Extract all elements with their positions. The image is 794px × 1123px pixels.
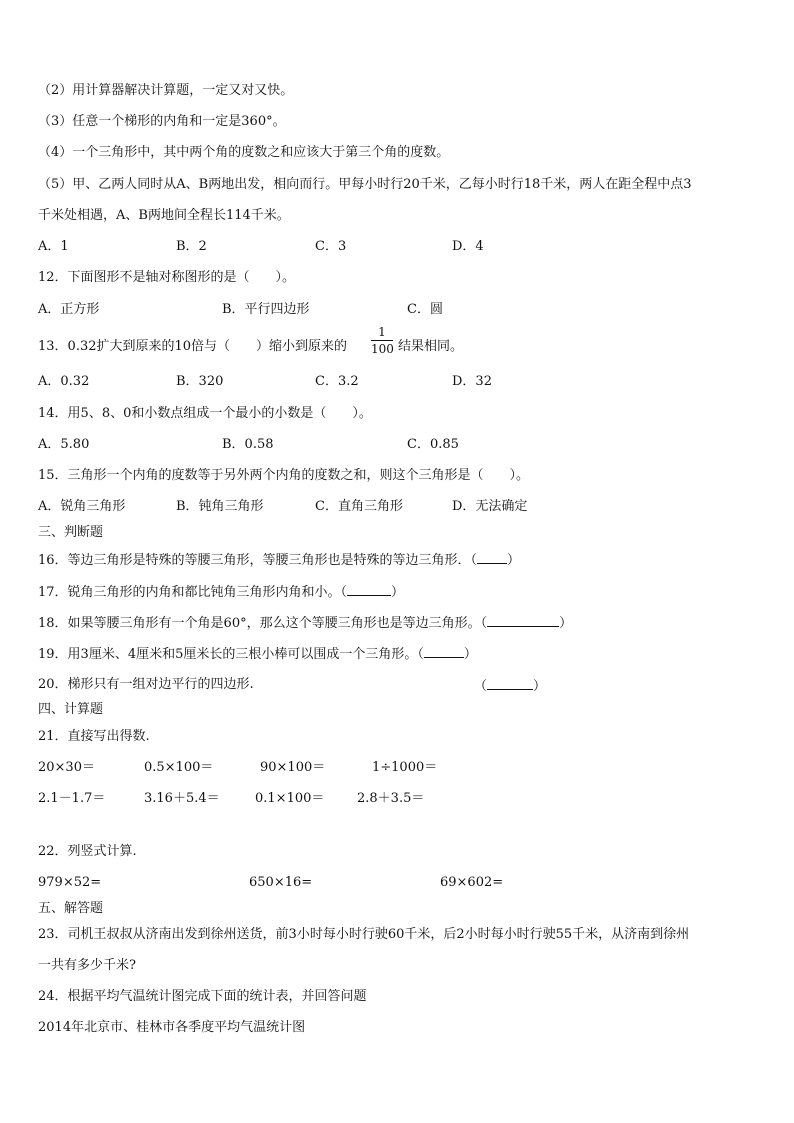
q17-stem: 17．锐角三角形的内角和都比钝角三角形内角和小。（	[38, 585, 348, 600]
q12-option-b: B．平行四边形	[222, 302, 310, 317]
q15-option-a: A．锐角三角形	[38, 499, 126, 514]
q14-option-a: A．5.80	[38, 437, 90, 452]
q14-option-b: B．0.58	[222, 437, 274, 452]
q21-item-1: 20×30＝	[38, 760, 95, 775]
q19-answer-blank[interactable]	[424, 645, 464, 658]
q21-item-7: 0.1×100＝	[255, 791, 325, 806]
q18-line	[38, 614, 768, 632]
q11-option-a: A．1	[38, 239, 69, 254]
q13-fraction	[371, 325, 393, 356]
q21-item-5: 2.1－1.7＝	[38, 791, 106, 806]
section-5-heading: 五、解答题	[38, 901, 104, 916]
q21-item-4: 1÷1000＝	[372, 760, 438, 775]
q13-option-a: A．0.32	[38, 374, 90, 389]
q13-fraction-denominator: 100	[371, 342, 394, 356]
q23-line2: 一共有多少千米?	[38, 958, 136, 973]
q20-answer	[474, 677, 546, 695]
q20-stem: 20．梯形只有一组对边平行的四边形.	[38, 677, 254, 692]
q19-stem: 19．用3厘米、4厘米和5厘米长的三根小棒可以围成一个三角形。（	[38, 647, 424, 662]
q21-item-6: 3.16＋5.4＝	[144, 791, 220, 806]
q11-option-c: C．3	[315, 239, 347, 254]
q13-option-b: B．320	[176, 374, 224, 389]
q14-stem: 14．用5、8、0和小数点组成一个最小的小数是（ ）。	[38, 406, 372, 421]
q13-fraction-bar	[371, 340, 393, 341]
q24-chart-caption: 2014年北京市、桂林市各季度平均气温统计图	[38, 1020, 306, 1035]
q15-option-c: C．直角三角形	[315, 499, 403, 514]
q13-stem-part2: 结果相同。	[398, 339, 464, 354]
q22-item-2: 650×16=	[249, 875, 313, 890]
q18-stem: 18．如果等腰三角形有一个角是60°，那么这个等腰三角形也是等边三角形。（	[38, 616, 488, 631]
q21-item-8: 2.8＋3.5＝	[357, 791, 425, 806]
q13-option-d: D．32	[452, 374, 492, 389]
q16-stem: 16．等边三角形是特殊的等腰三角形，等腰三角形也是特殊的等边三角形．（	[38, 553, 478, 568]
q20-close-paren: ）	[533, 679, 547, 694]
q17-close-paren: ）	[391, 585, 405, 600]
q18-close-paren: ）	[559, 616, 573, 631]
q15-stem: 15．三角形一个内角的度数等于另外两个内角的度数之和，则这个三角形是（ ）。	[38, 468, 530, 483]
q12-option-c: C．圆	[407, 302, 443, 317]
q13-option-c: C．3.2	[315, 374, 359, 389]
q17-answer-blank[interactable]	[347, 583, 391, 596]
q11-statement-2: （2）用计算器解决计算题，一定又对又快。	[38, 83, 294, 98]
q18-answer-blank[interactable]	[487, 614, 559, 627]
q15-option-d: D．无法确定	[452, 499, 528, 514]
q17-line	[38, 583, 768, 601]
q15-option-b: B．钝角三角形	[176, 499, 264, 514]
q13-fraction-numerator: 1	[378, 325, 386, 339]
q22-item-1: 979×52=	[38, 875, 102, 890]
q16-line	[38, 551, 768, 569]
q24-stem: 24．根据平均气温统计图完成下面的统计表，并回答问题	[38, 989, 367, 1004]
q19-close-paren: ）	[463, 647, 477, 662]
q11-statement-5-line2: 千米处相遇，A、B两地间全程长114千米。	[38, 208, 290, 223]
q16-answer-blank[interactable]	[477, 551, 507, 564]
q12-option-a: A．正方形	[38, 302, 100, 317]
section-4-heading: 四、计算题	[38, 702, 104, 717]
q20-open-paren: （	[474, 679, 488, 694]
q21-item-3: 90×100＝	[260, 760, 326, 775]
q11-statement-4: （4）一个三角形中，其中两个角的度数之和应该大于第三个角的度数。	[38, 145, 450, 160]
q16-close-paren: ）	[507, 553, 521, 568]
section-3-heading: 三、判断题	[38, 525, 104, 540]
q11-option-b: B．2	[176, 239, 207, 254]
q12-stem: 12．下面图形不是轴对称图形的是（ ）。	[38, 270, 296, 285]
q21-item-2: 0.5×100＝	[144, 760, 214, 775]
q19-line	[38, 645, 768, 663]
q14-option-c: C．0.85	[407, 437, 459, 452]
q11-option-d: D．4	[452, 239, 484, 254]
q23-line1: 23．司机王叔叔从济南出发到徐州送货，前3小时每小时行驶60千米，后2小时每小时行驶55千米，从济南到徐州	[38, 927, 690, 942]
q11-statement-3: （3）任意一个梯形的内角和一定是360°。	[38, 114, 286, 129]
q20-answer-blank[interactable]	[487, 677, 533, 690]
q22-stem: 22．列竖式计算.	[38, 844, 137, 859]
q22-item-3: 69×602=	[440, 875, 504, 890]
q13-stem-part1: 13．0.32扩大到原来的10倍与（ ）缩小到原来的	[38, 339, 348, 354]
q11-statement-5-line1: （5）甲、乙两人同时从A、B两地出发，相向而行。甲每小时行20千米，乙每小时行18千米，两人在距全程中点3	[38, 177, 692, 192]
q21-stem: 21．直接写出得数.	[38, 729, 150, 744]
